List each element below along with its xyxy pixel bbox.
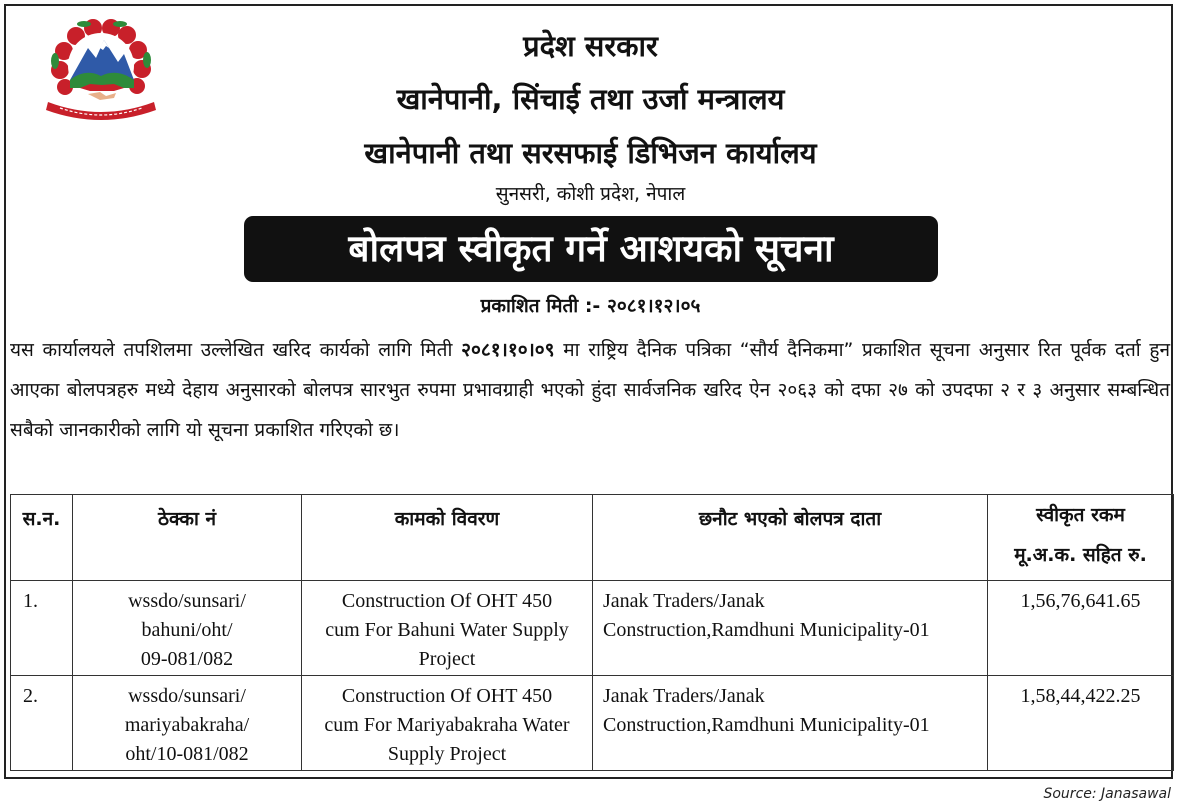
cell-description-line: Construction Of OHT 450 (341, 590, 553, 612)
cell-contract-line: wssdo/sunsari/ (128, 590, 246, 612)
cell-sn: 2. (11, 676, 73, 771)
cell-bidder-line: Janak Traders/Janak (603, 685, 765, 707)
cell-sn: 1. (11, 581, 73, 676)
header-description: कामको विवरण (302, 495, 593, 581)
source-credit: Source: Janasawal (1043, 786, 1171, 802)
header-amount-line-2: मू.अ.क. सहित रु. (1014, 544, 1147, 566)
cell-bidder (593, 676, 988, 771)
cell-description-line: Construction Of OHT 450 (341, 685, 553, 707)
cell-description-line: Supply Project (387, 743, 507, 765)
header-contract: ठेक्का नं (73, 495, 302, 581)
published-date (0, 292, 1181, 318)
header-bidder: छनौट भएको बोलपत्र दाता (593, 495, 988, 581)
table-header-row (11, 495, 1174, 581)
cell-bidder-line: Janak Traders/Janak (603, 590, 765, 612)
table-row (11, 581, 1174, 676)
header-location: सुनसरी, कोशी प्रदेश, नेपाल (495, 183, 686, 205)
body-part-1: यस कार्यालयले तपशिलमा उल्लेखित खरिद कार्यको लागि मिती (10, 339, 453, 361)
cell-contract (73, 676, 302, 771)
cell-amount: 1,58,44,422.25 (988, 676, 1174, 771)
body-part-2: मा राष्ट्रिय दैनिक पत्रिका “सौर्य दैनिकमा” प्रकाशित सूचना अनुसार रित पूर्वक दर्ता हुन आएका बोलपत्रहरु मध्ये देहाय अनुसारको बोलपत्र सारभुत रुपमा प्रभावग्राही भएको हुंदा सार्वजनिक खरिद ऐन २०६३ को दफा २७ को उपदफा २ र ३ अनुसार सम्बन्धित सबैको जानकारीको लागि यो सूचना प्रकाशित गरिएको छ। (10, 339, 1171, 441)
cell-contract-line: mariyabakraha/ (124, 714, 250, 736)
published-value: २०८१।१२।०५ (606, 295, 701, 317)
body-date: २०८१।१०।०९ (461, 339, 555, 361)
notice-title-banner: बोलपत्र स्वीकृत गर्ने आशयको सूचना (244, 216, 938, 282)
cell-description-line: Project (418, 648, 476, 670)
cell-description (302, 676, 593, 771)
cell-description (302, 581, 593, 676)
cell-contract-line: wssdo/sunsari/ (128, 685, 246, 707)
header-amount-line-1: स्वीकृत रकम (1036, 504, 1125, 526)
cell-contract-line: 09-081/082 (140, 648, 234, 670)
header-sn: स.न. (11, 495, 73, 581)
cell-amount: 1,56,76,641.65 (988, 581, 1174, 676)
cell-description-line: cum For Mariyabakraha Water (324, 714, 570, 736)
cell-contract (73, 581, 302, 676)
published-label: प्रकाशित मिती :- (480, 295, 601, 317)
table-row (11, 676, 1174, 771)
cell-contract-line: oht/10-081/082 (125, 743, 249, 765)
header-ministry: खानेपानी, सिंचाई तथा उर्जा मन्त्रालय (396, 82, 785, 116)
cell-bidder-line: Construction,Ramdhuni Municipality-01 (603, 619, 930, 641)
notice-body (10, 330, 1170, 450)
cell-bidder-line: Construction,Ramdhuni Municipality-01 (603, 714, 930, 736)
cell-contract-line: bahuni/oht/ (141, 619, 233, 641)
cell-description-line: cum For Bahuni Water Supply (325, 619, 569, 641)
header-office: खानेपानी तथा सरसफाई डिभिजन कार्यालय (364, 136, 817, 170)
award-table (10, 494, 1174, 771)
header-line-1: प्रदेश सरकार (523, 29, 658, 63)
cell-bidder (593, 581, 988, 676)
header-amount (988, 495, 1174, 581)
